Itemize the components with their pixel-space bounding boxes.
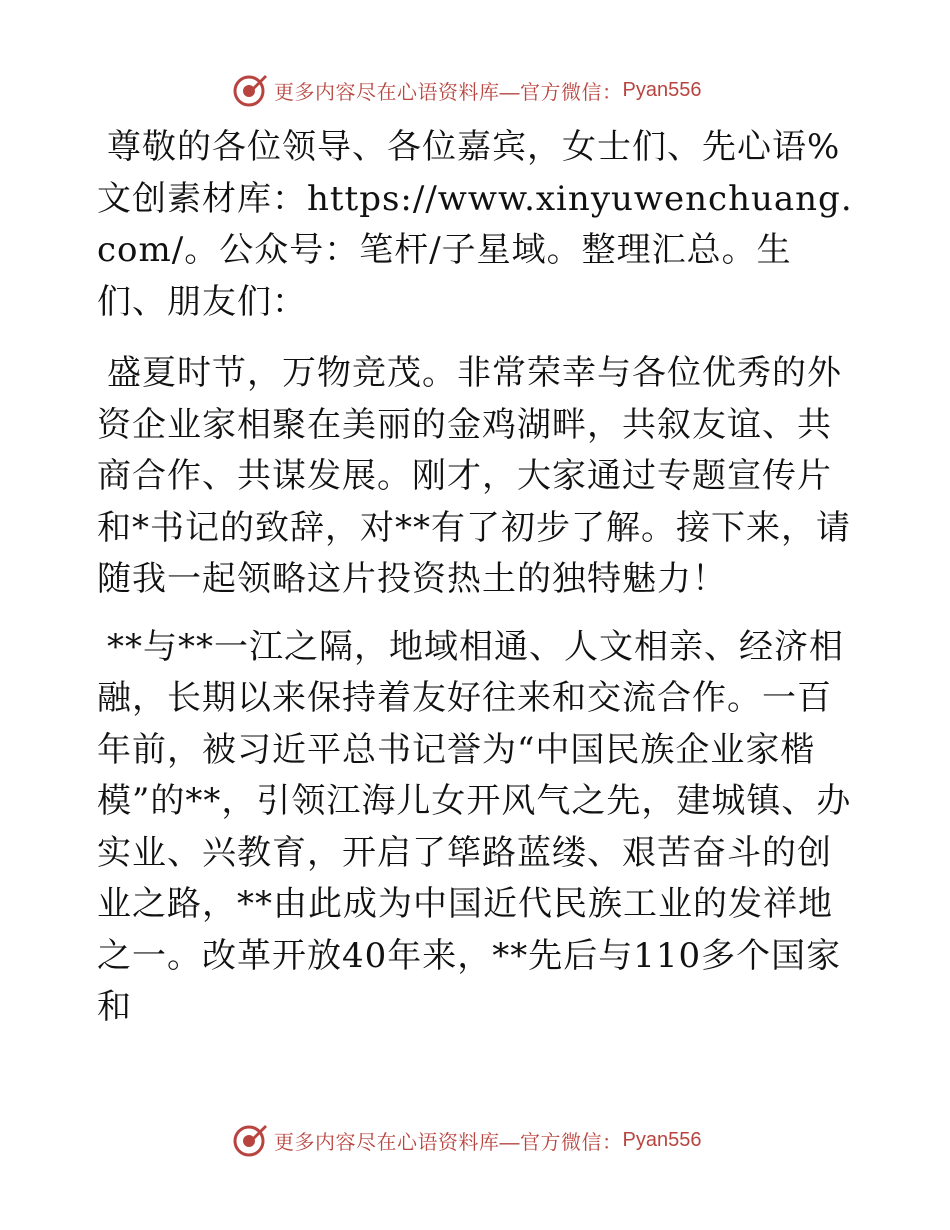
header-watermark-banner bbox=[232, 70, 701, 110]
paragraph-introduction: 盛夏时节，万物竞茂。非常荣幸与各位优秀的外资企业家相聚在美丽的金鸡湖畔，共叙友谊、共商合作、共谋发展。刚才，大家通过专题宣传片和*书记的致辞，对**有了初步了解。接下来，请随我一起领略这片投资热土的独特魅力！ bbox=[97, 353, 851, 599]
footer-banner-text: 更多内容尽在心语资料库—官方微信： bbox=[274, 1131, 623, 1154]
paragraph-greeting: 尊敬的各位领导、各位嘉宾，女士们、先心语%文创素材库：https://www.xinyuwenchuang.com/。公众号：笔杆/子星域。整理汇总。生们、朋友们： bbox=[97, 127, 853, 322]
header-banner-text: 更多内容尽在心语资料库—官方微信： bbox=[274, 81, 623, 104]
footer-wechat-id: Pyan556 bbox=[622, 1128, 702, 1151]
footer-watermark-banner bbox=[232, 1120, 701, 1160]
document-body bbox=[97, 122, 857, 1050]
pen-circle-logo-icon bbox=[232, 72, 268, 108]
pen-circle-logo-icon bbox=[232, 1122, 268, 1158]
paragraph-history: **与**一江之隔，地域相通、人文相亲、经济相融，长期以来保持着友好往来和交流合作。一百年前，被习近平总书记誉为“中国民族企业家楷模”的**，引领江海儿女开风气之先，建城镇、办实业、兴教育，开启了筚路蓝缕、艰苦奋斗的创业之路，**由此成为中国近代民族工业的发祥地之一。改革开放40年来，**先后与110多个国家和 bbox=[97, 626, 852, 1027]
header-wechat-id: Pyan556 bbox=[622, 78, 702, 101]
